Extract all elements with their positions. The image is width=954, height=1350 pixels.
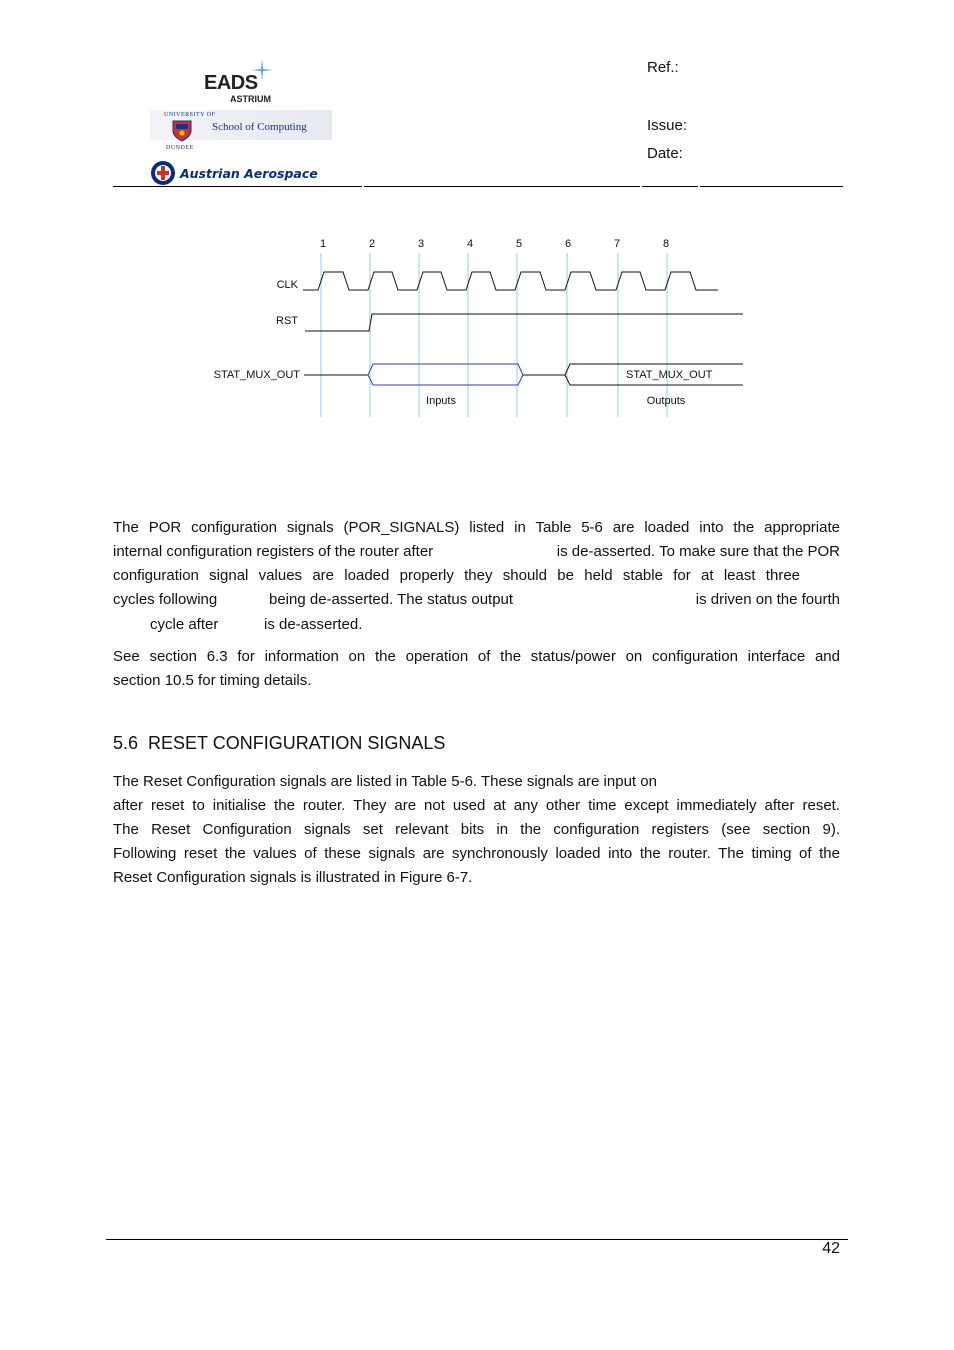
cycle-number: 3 <box>417 238 425 250</box>
text-line <box>113 540 840 564</box>
section-number: 5.6 <box>113 733 139 753</box>
text-line: The Reset Configuration signals are listed in Table 5-6. These signals are input on <box>113 773 657 790</box>
rst-waveform <box>305 314 743 331</box>
text-line <box>113 612 840 636</box>
stat-mux-out-signal-label: STAT_MUX_OUT <box>213 369 300 381</box>
clk-signal-label: CLK <box>276 279 298 291</box>
cycle-number: 6 <box>564 238 572 250</box>
text-line <box>113 588 840 612</box>
cycle-number: 8 <box>662 238 670 250</box>
text-fragment: is de-asserted. To make sure that the POR <box>556 543 840 560</box>
text-fragment: is de-asserted. <box>264 616 363 633</box>
cycle-number: 4 <box>466 238 474 250</box>
cycle-number: 1 <box>319 238 327 250</box>
cycle-number: 2 <box>368 238 376 250</box>
outputs-phase-label: Outputs <box>646 395 686 407</box>
inputs-phase-label: Inputs <box>426 395 456 407</box>
astrium-logo-text: ASTRIUM <box>230 94 271 104</box>
text-line: The POR configuration signals (POR_SIGNALS) listed in Table 5-6 are loaded into the appropriate <box>113 519 840 536</box>
text-line: The Reset Configuration signals set relevant bits in the configuration registers (see section 9). <box>113 821 840 838</box>
ref-label: Ref.: <box>647 59 679 76</box>
date-label: Date: <box>647 145 683 162</box>
cycle-number: 7 <box>613 238 621 250</box>
austrian-aerospace-text: Austrian Aerospace <box>180 166 318 181</box>
text-fragment: internal configuration registers of the router after <box>113 543 434 560</box>
text-fragment: cycle after <box>150 616 219 633</box>
footer-rule <box>106 1239 848 1240</box>
issue-label: Issue: <box>647 117 688 134</box>
reset-config-paragraph <box>113 770 840 890</box>
cycle-number: 5 <box>515 238 523 250</box>
text-line: after reset to initialise the router. They are not used at any other time except immediately after reset. <box>113 797 840 814</box>
text-line: Reset Configuration signals is illustrated in Figure 6-7. <box>113 869 473 886</box>
school-of-computing-text: School of Computing <box>212 121 307 133</box>
text-line: Following reset the values of these signals are synchronously loaded into the router. The timing of the <box>113 845 840 862</box>
text-line: See section 6.3 for information on the operation of the status/power on configuration interface and <box>113 648 840 665</box>
section-title: RESET CONFIGURATION SIGNALS <box>148 733 446 753</box>
text-fragment: being de-asserted. The status output <box>269 591 514 608</box>
stat-mux-out-bus-label: STAT_MUX_OUT <box>626 369 713 381</box>
dundee-name-text: DUNDEE <box>166 145 194 151</box>
page-number: 42 <box>822 1240 840 1257</box>
text-line: section 10.5 for timing details. <box>113 672 312 689</box>
text-fragment: is driven on the fourth <box>695 591 840 608</box>
cycle-marker-lines <box>321 253 667 417</box>
dundee-arc-text: UNIVERSITY OF <box>164 112 216 118</box>
section-heading <box>113 733 445 754</box>
rst-signal-label: RST <box>276 315 298 327</box>
eads-logo-text: EADS <box>204 72 258 94</box>
see-section-paragraph <box>113 645 840 693</box>
text-line: configuration signal values are loaded properly they should be held stable for at least three <box>113 567 800 584</box>
clk-waveform <box>303 272 718 290</box>
text-fragment: cycles following <box>113 591 218 608</box>
reset-timing-diagram <box>0 0 954 440</box>
por-paragraph <box>113 516 840 636</box>
